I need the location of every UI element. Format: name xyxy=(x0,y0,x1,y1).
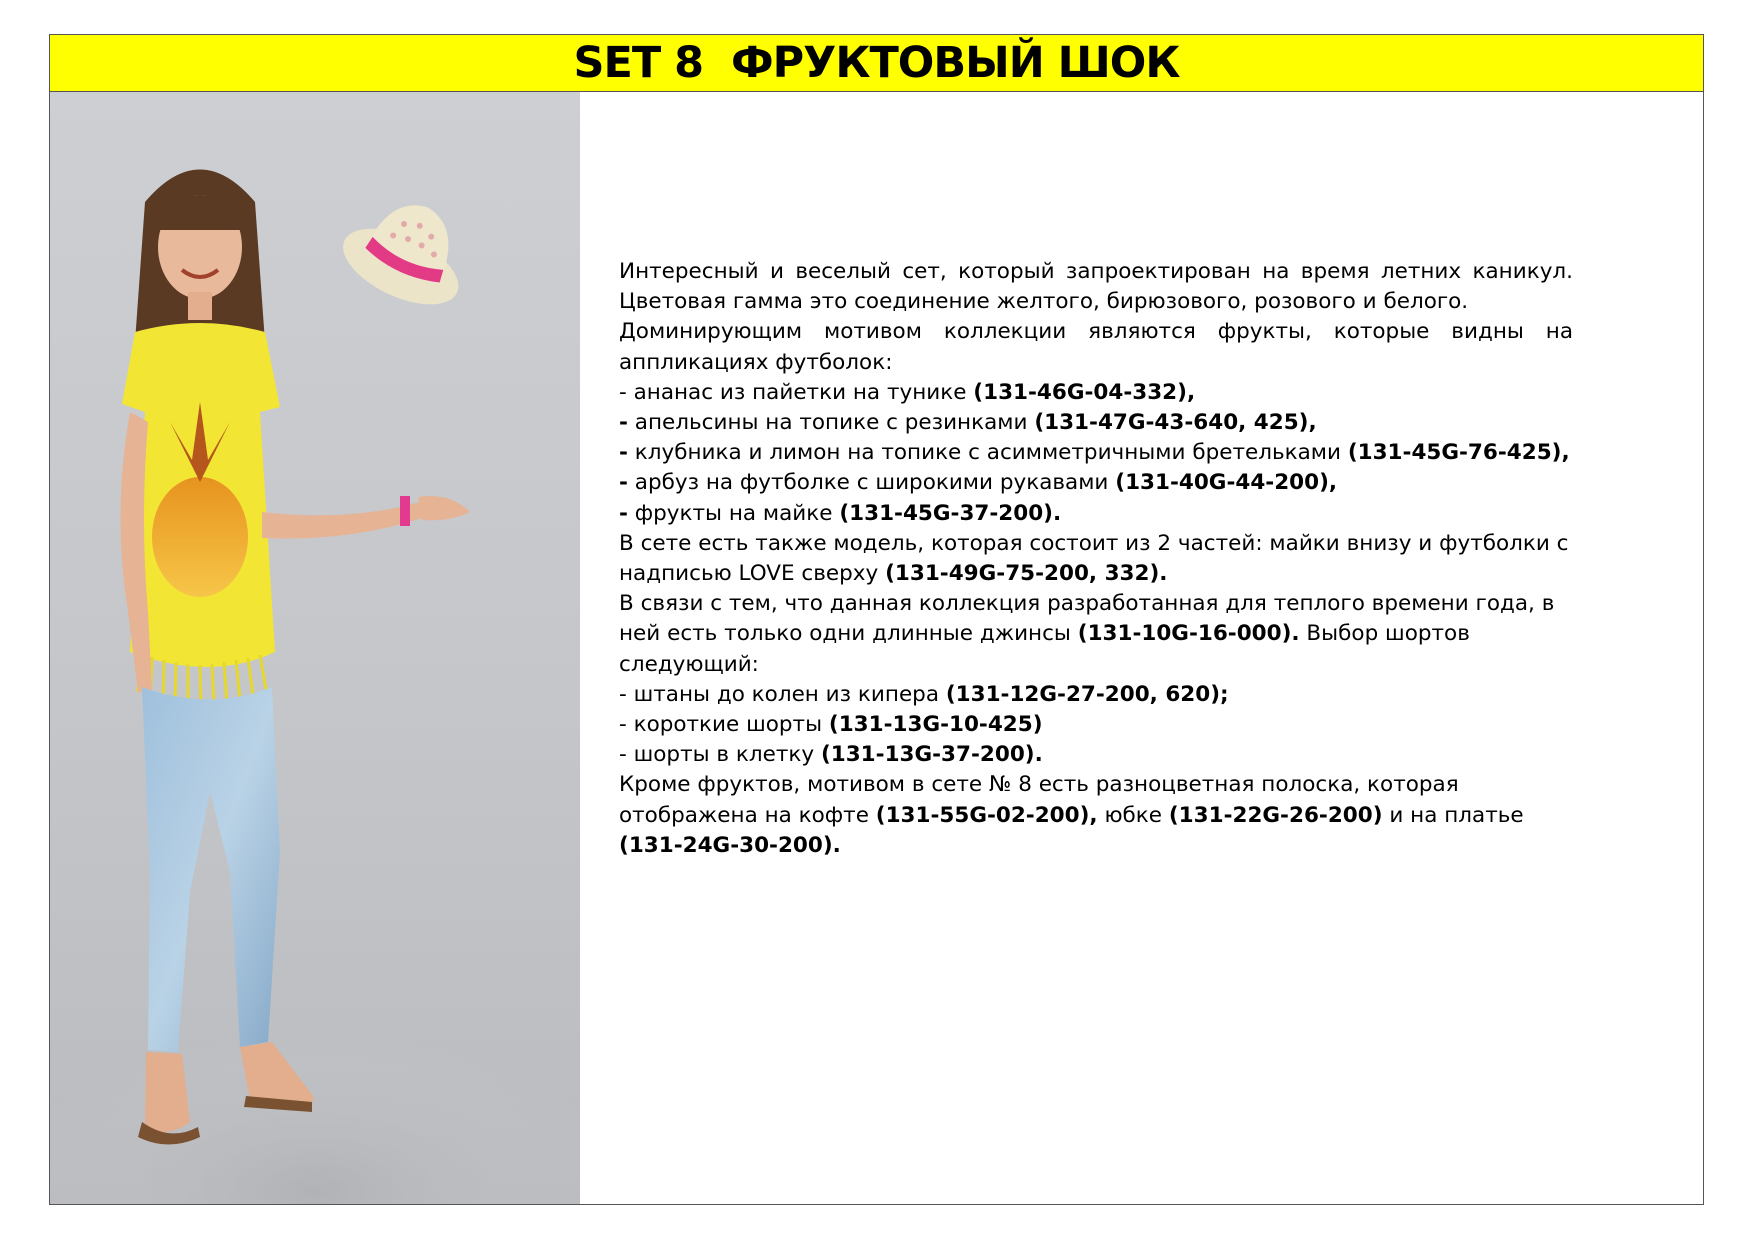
text-run: Интересный и веселый сет, который запроектирован на время летних каникул. Цветовая гамма это соединение желтого, бирюзового, розового и белого. xyxy=(619,259,1573,315)
article-code: - xyxy=(619,410,628,436)
article-code: (131-24G-30-200). xyxy=(619,832,841,858)
paragraph-item-1 xyxy=(619,378,1573,408)
article-code: (131-10G-16-000). xyxy=(1077,621,1300,647)
text-run: юбке xyxy=(1097,802,1169,828)
model-photo xyxy=(50,92,580,1204)
text-run: Выбор шортов следующий: xyxy=(619,621,1470,677)
text-run: и на платье xyxy=(1382,802,1524,828)
text-run: фрукты на майке xyxy=(627,500,840,526)
text-run: - штаны до колен из кипера xyxy=(619,681,946,707)
article-code: - xyxy=(619,500,628,526)
article-code: (131-49G-75-200, 332). xyxy=(885,561,1168,587)
paragraph-shorts-3 xyxy=(619,740,1573,770)
paragraph-item-2 xyxy=(619,408,1573,438)
paragraph-intro xyxy=(619,257,1573,317)
article-code: (131-12G-27-200, 620); xyxy=(945,681,1229,707)
paragraph-shorts-1 xyxy=(619,680,1573,710)
page-frame xyxy=(49,34,1704,1205)
article-code: (131-22G-26-200) xyxy=(1168,802,1383,828)
text-run: В связи с тем, что данная коллекция разработанная для теплого времени года, в ней есть только одни длинные джинсы xyxy=(619,591,1555,647)
paragraph-stripe xyxy=(619,770,1573,861)
description-text xyxy=(619,257,1573,861)
article-code: (131-46G-04-332), xyxy=(973,379,1196,405)
text-run: В сете есть также модель, которая состоит из 2 частей: майки внизу и футболки с надписью LOVE сверху xyxy=(619,530,1569,587)
page-title: SET 8 ФРУКТОВЫЙ ШОК xyxy=(573,38,1180,88)
text-run: клубника и лимон на топике с асимметричными бретельками xyxy=(627,440,1348,466)
text-run: Кроме фруктов, мотивом в сете № 8 есть разноцветная полоска, которая отображена на кофте xyxy=(619,772,1459,828)
article-code: (131-13G-10-425) xyxy=(828,712,1043,738)
text-run: - ананас из пайетки на тунике xyxy=(619,379,974,405)
paragraph-item-5 xyxy=(619,499,1573,529)
article-code: (131-55G-02-200), xyxy=(875,802,1098,828)
paragraph-motif xyxy=(619,317,1573,377)
text-run: - короткие шорты xyxy=(619,712,829,738)
model-photo-illustration xyxy=(50,92,580,1204)
article-code: (131-45G-37-200). xyxy=(839,500,1062,526)
article-code: (131-47G-43-640, 425), xyxy=(1034,410,1317,436)
paragraph-item-4 xyxy=(619,468,1573,498)
paragraph-shorts-2 xyxy=(619,710,1573,740)
article-code: - xyxy=(619,470,628,496)
text-run: арбуз на футболке с широкими рукавами xyxy=(627,470,1116,496)
title-bar xyxy=(50,35,1703,92)
article-code: (131-40G-44-200), xyxy=(1115,470,1338,496)
paragraph-item-3 xyxy=(619,438,1573,468)
article-code: - xyxy=(619,440,628,466)
article-code: (131-13G-37-200). xyxy=(820,742,1043,768)
text-run: апельсины на топике с резинками xyxy=(627,410,1035,436)
article-code: (131-45G-76-425), xyxy=(1347,440,1570,466)
text-run: - шорты в клетку xyxy=(619,742,821,768)
paragraph-warm xyxy=(619,589,1573,680)
paragraph-two-part xyxy=(619,529,1573,589)
text-run: Доминирующим мотивом коллекции являются фрукты, которые видны на аппликациях футболок: xyxy=(619,319,1573,375)
